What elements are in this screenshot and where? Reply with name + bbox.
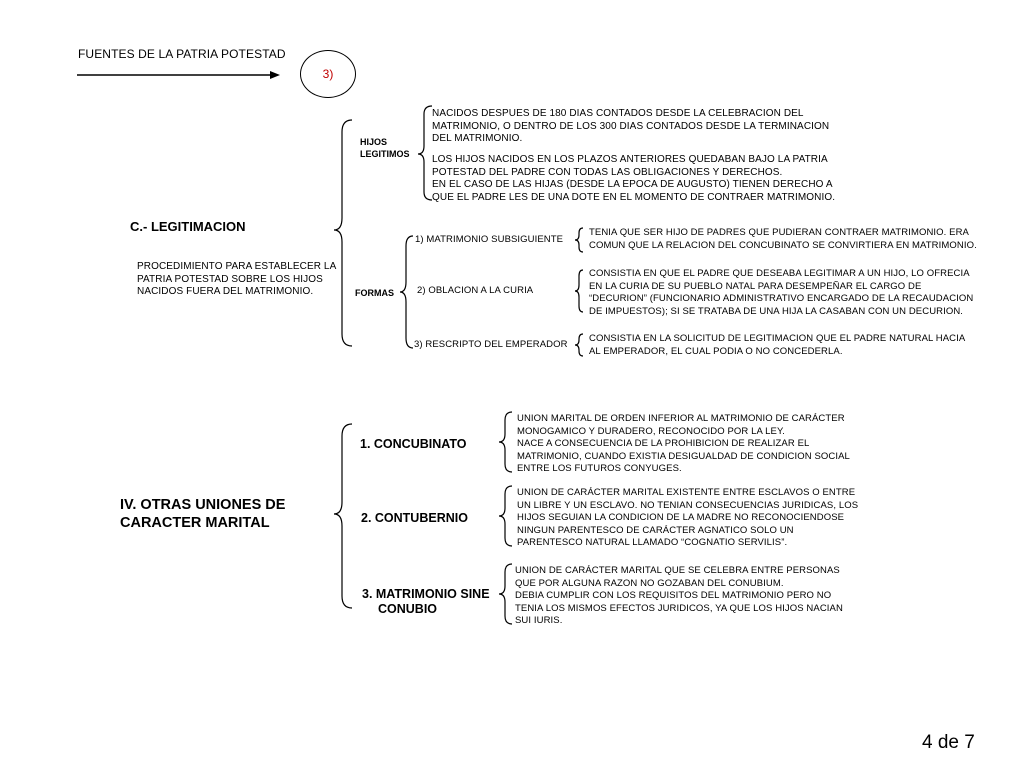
forma-3-label: 3) RESCRIPTO DEL EMPERADOR — [414, 339, 568, 350]
contubernio-brace — [499, 486, 512, 546]
formas-label: FORMAS — [355, 288, 394, 298]
page-number: 4 de 7 — [922, 732, 975, 753]
concubinato-brace — [499, 412, 512, 472]
forma-2-text: CONSISTIA EN QUE EL PADRE QUE DESEABA LEGITIMAR A UN HIJO, LO OFRECIA EN LA CURIA DE SU PUEBLO NATAL PARA DESEMPEÑAR EL CARGO DE “DECURION” (FUNCIONARIO ADMINISTRATIVO ENCARGADO DE LA RECAUDACION DE IMPUESTOS); SI SE TRATABA DE UNA HIJA LA CASABAN CON UN DECURION. — [589, 268, 974, 317]
forma-3-text: CONSISTIA EN LA SOLICITUD DE LEGITIMACION QUE EL PADRE NATURAL HACIA AL EMPERADOR, EL CUAL PODIA O NO CONCEDERLA. — [589, 333, 966, 357]
hijos-legitimos-text-2: LOS HIJOS NACIDOS EN LOS PLAZOS ANTERIORES QUEDABAN BAJO LA PATRIA POTESTAD DEL PADRE CON TODAS LAS OBLIGACIONES Y DERECHOS. EN EL CASO DE LAS HIJAS (DESDE LA EPOCA DE AUGUSTO) TIENEN DERECHO A QUE EL PADRE LES DE UNA DOTE EN EL MOMENTO DE CONTRAER MATRIMONIO. — [432, 154, 836, 203]
forma-1-brace — [575, 228, 583, 252]
forma-1-label: 1) MATRIMONIO SUBSIGUIENTE — [415, 234, 564, 245]
forma-2-label: 2) OBLACION A LA CURIA — [417, 285, 534, 296]
forma-3-brace — [575, 334, 583, 356]
circle-number-label: 3) — [322, 67, 334, 81]
concubinato-label: 1. CONCUBINATO — [360, 437, 467, 451]
legitimacion-definition: PROCEDIMIENTO PARA ESTABLECER LA PATRIA POTESTAD SOBRE LOS HIJOS NACIDOS FUERA DEL MATRIMONIO. — [137, 261, 337, 297]
otras-uniones-title: IV. OTRAS UNIONES DE CARACTER MARITAL — [120, 497, 286, 531]
sine-conubio-brace — [499, 564, 512, 624]
otras-uniones-brace — [334, 424, 352, 608]
sine-conubio-label: 3. MATRIMONIO SINE CONUBIO — [362, 587, 490, 616]
legitimacion-title: C.- LEGITIMACION — [130, 219, 246, 234]
header-title: FUENTES DE LA PATRIA POTESTAD — [78, 47, 286, 61]
forma-1-text: TENIA QUE SER HIJO DE PADRES QUE PUDIERAN CONTRAER MATRIMONIO. ERA COMUN QUE LA RELACION DEL CONCUBINATO SE CONVIRTIERA EN MATRIMONIO. — [589, 227, 977, 251]
hijos-legitimos-text-1: NACIDOS DESPUES DE 180 DIAS CONTADOS DESDE LA CELEBRACION DEL MATRIMONIO, O DENTRO DE LOS 300 DIAS CONTADOS DESDE LA TERMINACION DEL MATRIMONIO. — [432, 108, 830, 144]
circle-number-badge — [300, 50, 356, 98]
legitimacion-brace — [334, 120, 352, 346]
arrow-right-icon — [77, 71, 280, 79]
hijos-legitimos-label: HIJOS LEGITIMOS — [360, 137, 410, 159]
sine-conubio-text: UNION DE CARÁCTER MARITAL QUE SE CELEBRA ENTRE PERSONAS QUE POR ALGUNA RAZON NO GOZABAN DEL CONUBIUM. DEBIA CUMPLIR CON LOS REQUISITOS DEL MATRIMONIO PERO NO TENIA LOS MISMOS EFECTOS JURIDICOS, YA QUE LOS HIJOS NACIAN SUI IURIS. — [515, 565, 843, 626]
hijos-brace — [418, 106, 432, 200]
formas-brace — [400, 236, 413, 348]
forma-2-brace — [575, 270, 583, 312]
contubernio-label: 2. CONTUBERNIO — [361, 511, 468, 525]
concubinato-text: UNION MARITAL DE ORDEN INFERIOR AL MATRIMONIO DE CARÁCTER MONOGAMICO Y DURADERO, RECONOCIDO POR LA LEY. NACE A CONSECUENCIA DE LA PROHIBICION DE REALIZAR EL MATRIMONIO, CUANDO EXISTIA DESIGUALDAD DE CONDICION SOCIAL ENTRE LOS FUTUROS CONYUGES. — [517, 413, 850, 474]
contubernio-text: UNION DE CARÁCTER MARITAL EXISTENTE ENTRE ESCLAVOS O ENTRE UN LIBRE Y UN ESCLAVO. NO TENIAN CONSECUENCIAS JURIDICAS, LOS HIJOS SEGUIAN LA CONDICION DE LA MADRE NO RECONOCIENDOSE NINGUN PARENTESCO DE CARÁCTER AGNATICO SOLO UN PARENTESCO NATURAL LLAMADO “COGNATIO SERVILIS”. — [517, 487, 859, 548]
